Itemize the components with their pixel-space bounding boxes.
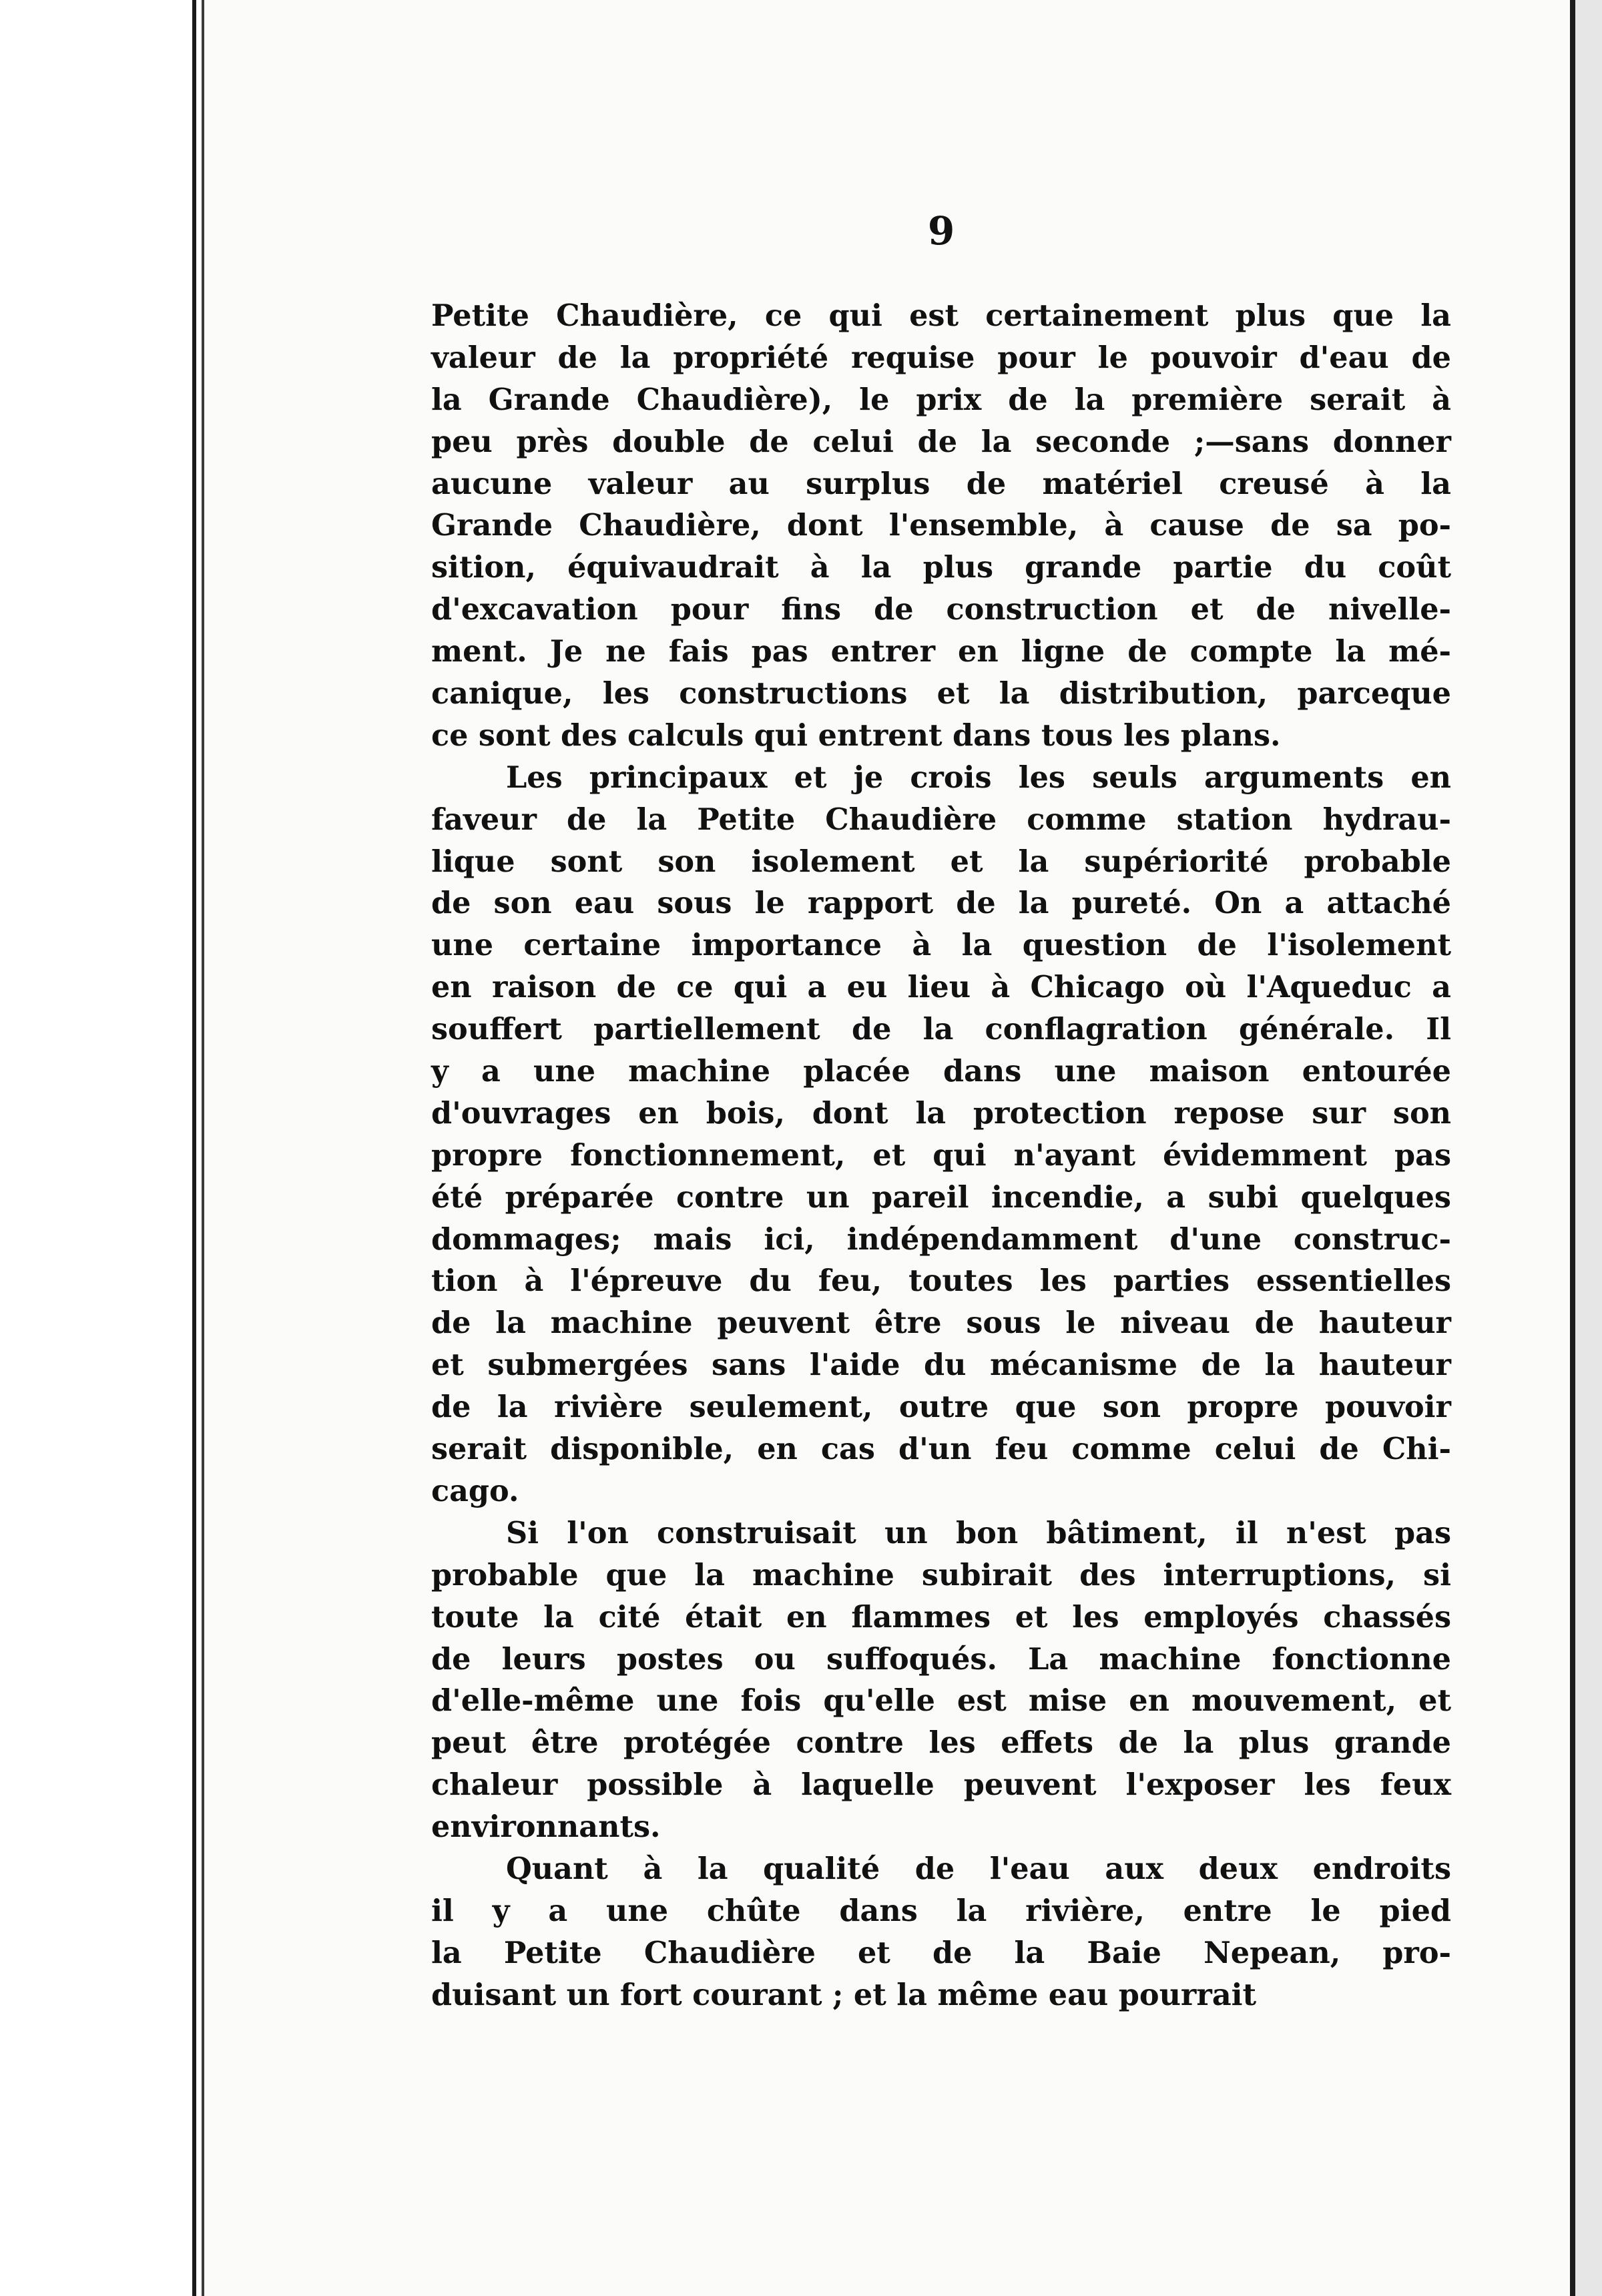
text-line: d'excavation pour fins de construction et de nivelle-	[431, 592, 1451, 627]
page-number: 9	[927, 208, 955, 254]
text-line: la Grande Chaudière), le prix de la première serait à	[431, 382, 1451, 417]
text-line: Quant à la qualité de l'eau aux deux endroits	[506, 1851, 1451, 1886]
left-margin	[0, 0, 200, 2296]
text-line: Grande Chaudière, dont l'ensemble, à cause de sa po-	[431, 508, 1451, 543]
text-line: ment. Je ne fais pas entrer en ligne de compte la mé-	[431, 634, 1451, 669]
text-line: ce sont des calculs qui entrent dans tous les plans.	[431, 718, 1281, 753]
text-line: souffert partiellement de la conflagration générale. Il	[431, 1012, 1451, 1047]
paragraph	[431, 1848, 1451, 2016]
text-line: une certaine importance à la question de l'isolement	[431, 928, 1451, 963]
body-text	[431, 295, 1451, 2016]
text-line: en raison de ce qui a eu lieu à Chicago où l'Aqueduc a	[431, 970, 1451, 1005]
text-line: propre fonctionnement, et qui n'ayant évidemment pas	[431, 1137, 1451, 1173]
text-line: de son eau sous le rapport de la pureté. On a attaché	[431, 886, 1451, 921]
text-line: toute la cité était en flammes et les employés chassés	[431, 1599, 1451, 1635]
text-line: dommages; mais ici, indépendamment d'une construc-	[431, 1221, 1451, 1257]
text-line: Petite Chaudière, ce qui est certainement plus que la	[431, 298, 1451, 333]
text-line: canique, les constructions et la distribution, parceque	[431, 676, 1451, 711]
text-line: cago.	[431, 1473, 519, 1508]
text-line: peu près double de celui de la seconde ;—sans donner	[431, 424, 1451, 459]
text-line: duisant un fort courant ; et la même eau pourrait	[431, 1977, 1257, 2012]
text-line: et submergées sans l'aide du mécanisme de la hauteur	[431, 1348, 1451, 1383]
text-line: il y a une chûte dans la rivière, entre le pied	[431, 1893, 1451, 1928]
scan-background-right	[1575, 0, 1602, 2296]
paragraph	[431, 1512, 1451, 1848]
text-line: aucune valeur au surplus de matériel creusé à la	[431, 466, 1451, 501]
paragraph	[431, 295, 1451, 757]
text-line: la Petite Chaudière et de la Baie Nepean, pro-	[431, 1935, 1451, 1970]
binding-edge-line-inner	[202, 0, 204, 2296]
text-line: Si l'on construisait un bon bâtiment, il n'est pas	[506, 1515, 1451, 1550]
text-line: chaleur possible à laquelle peuvent l'exposer les feux	[431, 1767, 1451, 1803]
text-line: y a une machine placée dans une maison entourée	[431, 1054, 1451, 1089]
text-line: valeur de la propriété requise pour le pouvoir d'eau de	[431, 340, 1451, 375]
text-line: lique sont son isolement et la supériorité probable	[431, 844, 1451, 879]
text-line: de la machine peuvent être sous le niveau de hauteur	[431, 1306, 1451, 1341]
text-line: été préparée contre un pareil incendie, a subi quelques	[431, 1179, 1451, 1215]
text-line: d'elle-même une fois qu'elle est mise en mouvement, et	[431, 1683, 1451, 1719]
page-right-edge	[1570, 0, 1575, 2296]
text-line: Les principaux et je crois les seuls arguments en	[506, 760, 1451, 795]
text-line: sition, équivaudrait à la plus grande partie du coût	[431, 550, 1451, 585]
text-line: environnants.	[431, 1809, 661, 1845]
text-line: probable que la machine subirait des interruptions, si	[431, 1557, 1451, 1593]
text-line: d'ouvrages en bois, dont la protection repose sur son	[431, 1095, 1451, 1131]
text-line: faveur de la Petite Chaudière comme station hydrau-	[431, 802, 1451, 837]
paragraph	[431, 757, 1451, 1512]
text-line: tion à l'épreuve du feu, toutes les parties essentielles	[431, 1263, 1451, 1299]
text-line: peut être protégée contre les effets de la plus grande	[431, 1725, 1451, 1761]
text-line: de leurs postes ou suffoqués. La machine fonctionne	[431, 1641, 1451, 1677]
binding-edge-line	[192, 0, 196, 2296]
text-line: serait disponible, en cas d'un feu comme celui de Chi-	[431, 1432, 1451, 1467]
text-line: de la rivière seulement, outre que son propre pouvoir	[431, 1390, 1451, 1425]
